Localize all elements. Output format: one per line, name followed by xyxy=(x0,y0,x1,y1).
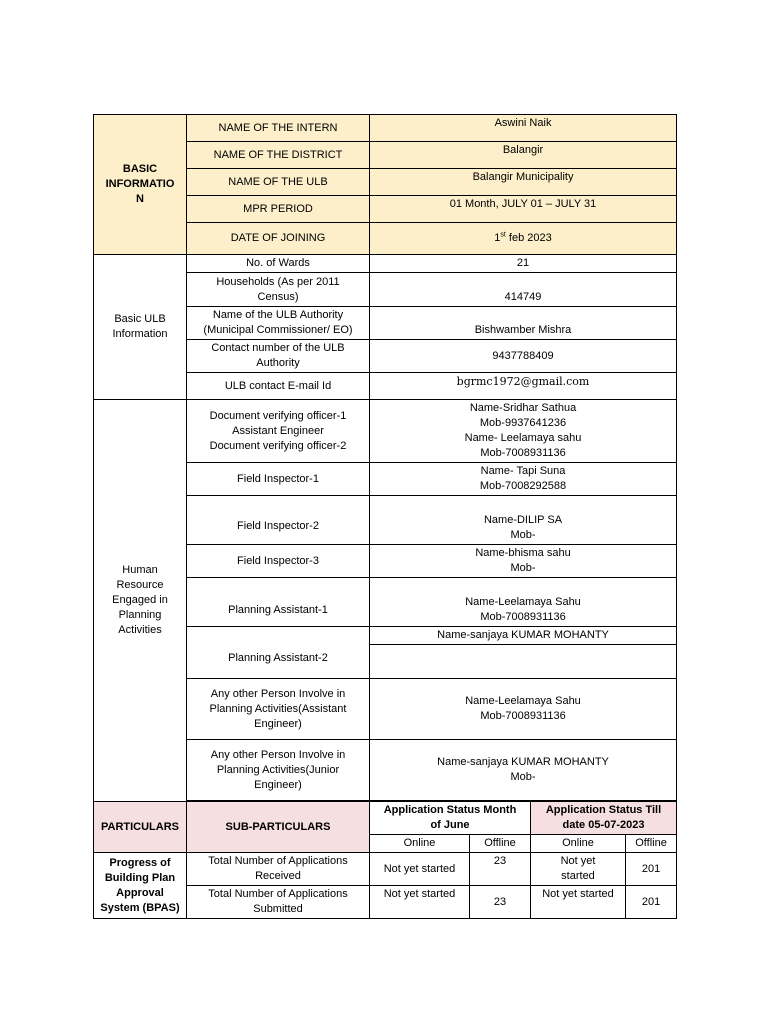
ulb-info-section-label: Basic ULB Information xyxy=(94,255,187,400)
applications-submitted-label: Total Number of Applications Submitted xyxy=(187,886,370,919)
ulb-name-value: Balangir Municipality xyxy=(370,169,677,196)
planning-assistant-2-blank xyxy=(370,645,677,679)
june-online-header: Online xyxy=(370,835,470,853)
ulb-email-value: bgrmc1972@gmail.com xyxy=(370,373,677,400)
other-person-2-label: Any other Person Involve in Planning Activities(Junior Engineer) xyxy=(187,740,370,801)
intern-name-value: Aswini Naik xyxy=(370,115,677,142)
particulars-header: PARTICULARS xyxy=(94,802,187,853)
planning-assistant-1-value: Name-Leelamaya Sahu Mob-7008931136 xyxy=(370,578,677,627)
field-inspector-1-label: Field Inspector-1 xyxy=(187,463,370,496)
intern-name-label: NAME OF THE INTERN xyxy=(187,115,370,142)
other-person-1-value: Name-Leelamaya Sahu Mob-7008931136 xyxy=(370,679,677,740)
bpas-section-label: Progress of Building Plan Approval System (BPAS) xyxy=(94,853,187,919)
ulb-email-label: ULB contact E-mail Id xyxy=(187,373,370,400)
district-label: NAME OF THE DISTRICT xyxy=(187,142,370,169)
june-offline-header: Offline xyxy=(470,835,531,853)
date-of-joining-value: 1st feb 2023 xyxy=(370,223,677,255)
field-inspector-2-value: Name-DILIP SA Mob- xyxy=(370,496,677,545)
till-offline-header: Offline xyxy=(626,835,677,853)
ulb-authority-label: Name of the ULB Authority (Municipal Commissioner/ EO) xyxy=(187,307,370,340)
received-june-online: Not yet started xyxy=(370,853,470,886)
submitted-june-offline: 23 xyxy=(470,886,531,919)
wards-value: 21 xyxy=(370,255,677,273)
mpr-report-table xyxy=(93,114,677,919)
planning-assistant-1-label: Planning Assistant-1 xyxy=(187,578,370,627)
basic-info-row xyxy=(94,115,677,142)
received-june-offline: 23 xyxy=(470,853,531,886)
applications-received-label: Total Number of Applications Received xyxy=(187,853,370,886)
status-header-row xyxy=(94,802,677,835)
other-person-2-value: Name-sanjaya KUMAR MOHANTY Mob- xyxy=(370,740,677,801)
field-inspector-2-label: Field Inspector-2 xyxy=(187,496,370,545)
date-of-joining-label: DATE OF JOINING xyxy=(187,223,370,255)
sub-particulars-header: SUB-PARTICULARS xyxy=(187,802,370,853)
field-inspector-1-value: Name- Tapi Suna Mob-7008292588 xyxy=(370,463,677,496)
ulb-name-label: NAME OF THE ULB xyxy=(187,169,370,196)
doc-officer-value: Name-Sridhar Sathua Mob-9937641236 Name- Leelamaya sahu Mob-7008931136 xyxy=(370,400,677,463)
till-online-header: Online xyxy=(531,835,626,853)
ulb-contact-value: 9437788409 xyxy=(370,340,677,373)
district-value: Balangir xyxy=(370,142,677,169)
field-inspector-3-value: Name-bhisma sahu Mob- xyxy=(370,545,677,578)
received-till-online: Not yet started xyxy=(531,853,626,886)
planning-assistant-2-label: Planning Assistant-2 xyxy=(187,627,370,679)
households-value: 414749 xyxy=(370,273,677,307)
ulb-info-row xyxy=(94,255,677,273)
received-till-offline: 201 xyxy=(626,853,677,886)
ulb-authority-value: Bishwamber Mishra xyxy=(370,307,677,340)
june-status-header: Application Status Month of June xyxy=(370,802,531,835)
submitted-june-online: Not yet started xyxy=(370,886,470,919)
submitted-till-offline: 201 xyxy=(626,886,677,919)
planning-assistant-2-value: Name-sanjaya KUMAR MOHANTY xyxy=(370,627,677,645)
doc-officer-label: Document verifying officer-1 Assistant Engineer Document verifying officer-2 xyxy=(187,400,370,463)
till-date-status-header: Application Status Till date 05-07-2023 xyxy=(531,802,677,835)
field-inspector-3-label: Field Inspector-3 xyxy=(187,545,370,578)
hr-section-label: Human Resource Engaged in Planning Activities xyxy=(94,400,187,802)
basic-info-section-label: BASIC INFORMATIO N xyxy=(94,115,187,255)
mpr-period-label: MPR PERIOD xyxy=(187,196,370,223)
other-person-1-label: Any other Person Involve in Planning Activities(Assistant Engineer) xyxy=(187,679,370,740)
submitted-till-online: Not yet started xyxy=(531,886,626,919)
ulb-contact-label: Contact number of the ULB Authority xyxy=(187,340,370,373)
hr-row xyxy=(94,400,677,463)
mpr-period-value: 01 Month, JULY 01 – JULY 31 xyxy=(370,196,677,223)
households-label: Households (As per 2011 Census) xyxy=(187,273,370,307)
wards-label: No. of Wards xyxy=(187,255,370,273)
status-row xyxy=(94,853,677,886)
